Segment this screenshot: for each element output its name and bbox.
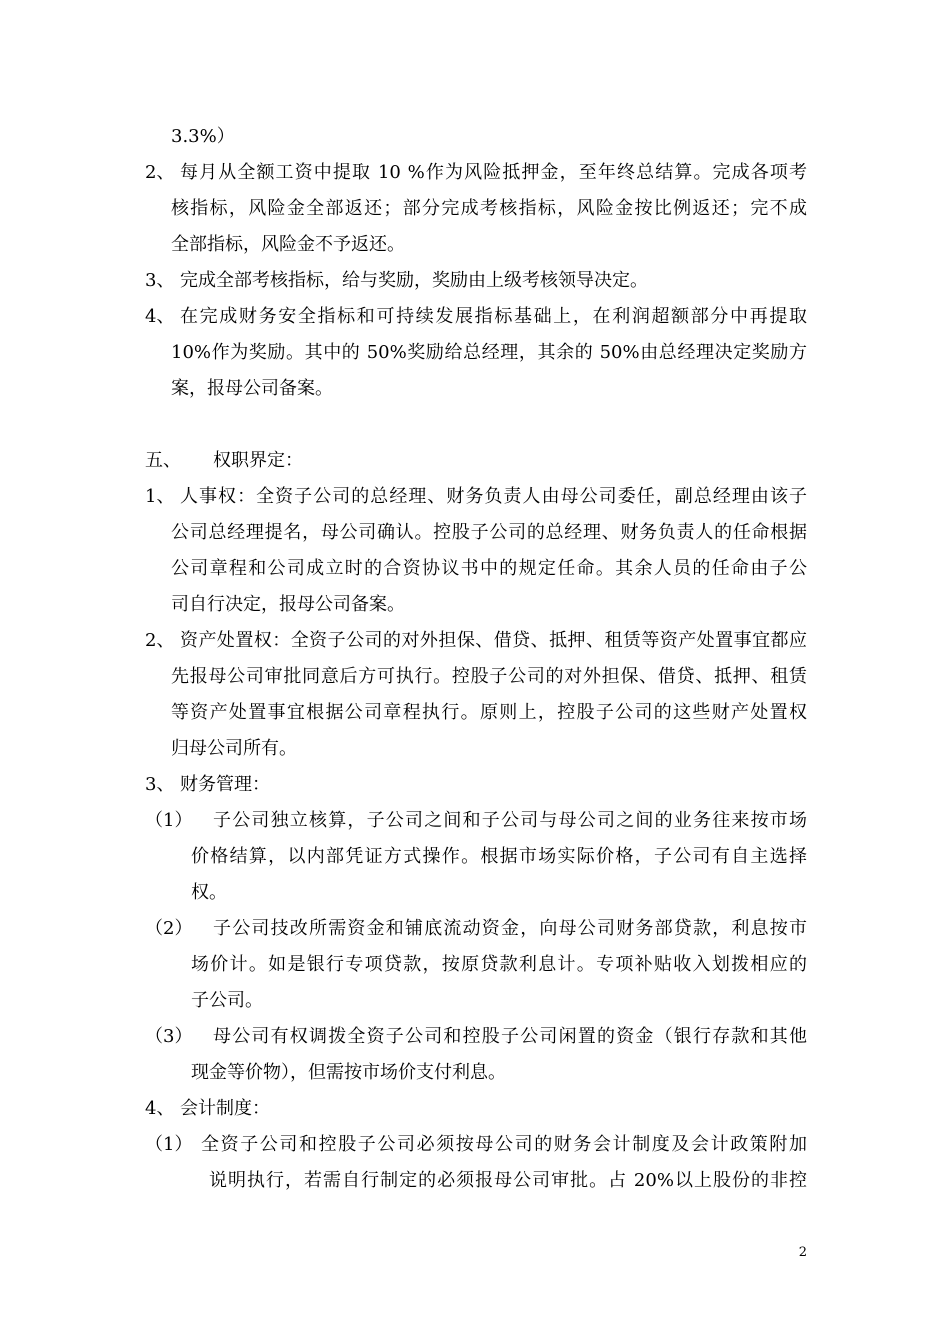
text-line: 场价计。如是银行专项贷款，按原贷款利息计。专项补贴收入划拨相应的 — [191, 954, 807, 975]
page-number: 2 — [798, 1245, 807, 1260]
sub-list-number: （1） — [145, 810, 193, 831]
text-line: 说明执行，若需自行制定的必须报母公司审批。占 20%以上股份的非控 — [209, 1170, 807, 1191]
list-number: 3、 — [145, 270, 175, 291]
section-heading: 权职界定： — [213, 450, 303, 471]
list-number: 1、 — [145, 486, 175, 507]
text-line: 全部指标，风险金不予返还。 — [171, 234, 405, 255]
text-line: 3.3%） — [171, 126, 235, 147]
text-line: 先报母公司审批同意后方可执行。控股子公司的对外担保、借贷、抵押、租赁 — [171, 666, 807, 687]
text-line: 核指标，风险金全部返还；部分完成考核指标，风险金按比例返还；完不成 — [171, 198, 807, 219]
sub-list-number: （2） — [145, 918, 193, 939]
text-line: 公司章程和公司成立时的合资协议书中的规定任命。其余人员的任命由子公 — [171, 558, 807, 579]
text-line: 现金等价物），但需按市场价支付利息。 — [191, 1062, 506, 1083]
text-line: 等资产处置事宜根据公司章程执行。原则上，控股子公司的这些财产处置权 — [171, 702, 807, 723]
text-line: 完成全部考核指标，给与奖励，奖励由上级考核领导决定。 — [180, 270, 648, 291]
text-line: 母公司有权调拨全资子公司和控股子公司闲置的资金（银行存款和其他 — [213, 1026, 807, 1047]
list-number: 4、 — [145, 1098, 175, 1119]
text-line: 公司总经理提名，母公司确认。控股子公司的总经理、财务负责人的任命根据 — [171, 522, 807, 543]
text-line: 人事权：全资子公司的总经理、财务负责人由母公司委任，副总经理由该子 — [180, 486, 807, 507]
text-line: 归母公司所有。 — [171, 738, 297, 759]
list-number: 2、 — [145, 162, 175, 183]
text-line: 权。 — [191, 882, 227, 903]
text-line: 子公司。 — [191, 990, 263, 1011]
text-line: 每月从全额工资中提取 10 %作为风险抵押金，至年终总结算。完成各项考 — [180, 162, 807, 183]
sub-list-number: （1） — [145, 1134, 193, 1155]
list-number: 3、 — [145, 774, 175, 795]
text-line: 子公司独立核算，子公司之间和子公司与母公司之间的业务往来按市场 — [213, 810, 807, 831]
list-number: 2、 — [145, 630, 175, 651]
text-line: 全资子公司和控股子公司必须按母公司的财务会计制度及会计政策附加 — [201, 1134, 807, 1155]
list-number: 4、 — [145, 306, 175, 327]
text-line: 子公司技改所需资金和铺底流动资金，向母公司财务部贷款，利息按市 — [213, 918, 807, 939]
text-line: 价格结算，以内部凭证方式操作。根据市场实际价格，子公司有自主选择 — [191, 846, 807, 867]
subheading: 财务管理： — [180, 774, 270, 795]
text-line: 在完成财务安全指标和可持续发展指标基础上，在利润超额部分中再提取 — [180, 306, 807, 327]
text-line: 案，报母公司备案。 — [171, 378, 333, 399]
text-line: 司自行决定，报母公司备案。 — [171, 594, 405, 615]
text-line: 资产处置权：全资子公司的对外担保、借贷、抵押、租赁等资产处置事宜都应 — [180, 630, 807, 651]
sub-list-number: （3） — [145, 1026, 193, 1047]
text-line: 10%作为奖励。其中的 50%奖励给总经理，其余的 50%由总经理决定奖励方 — [171, 342, 807, 363]
subheading: 会计制度： — [180, 1098, 270, 1119]
section-number: 五、 — [145, 450, 181, 471]
